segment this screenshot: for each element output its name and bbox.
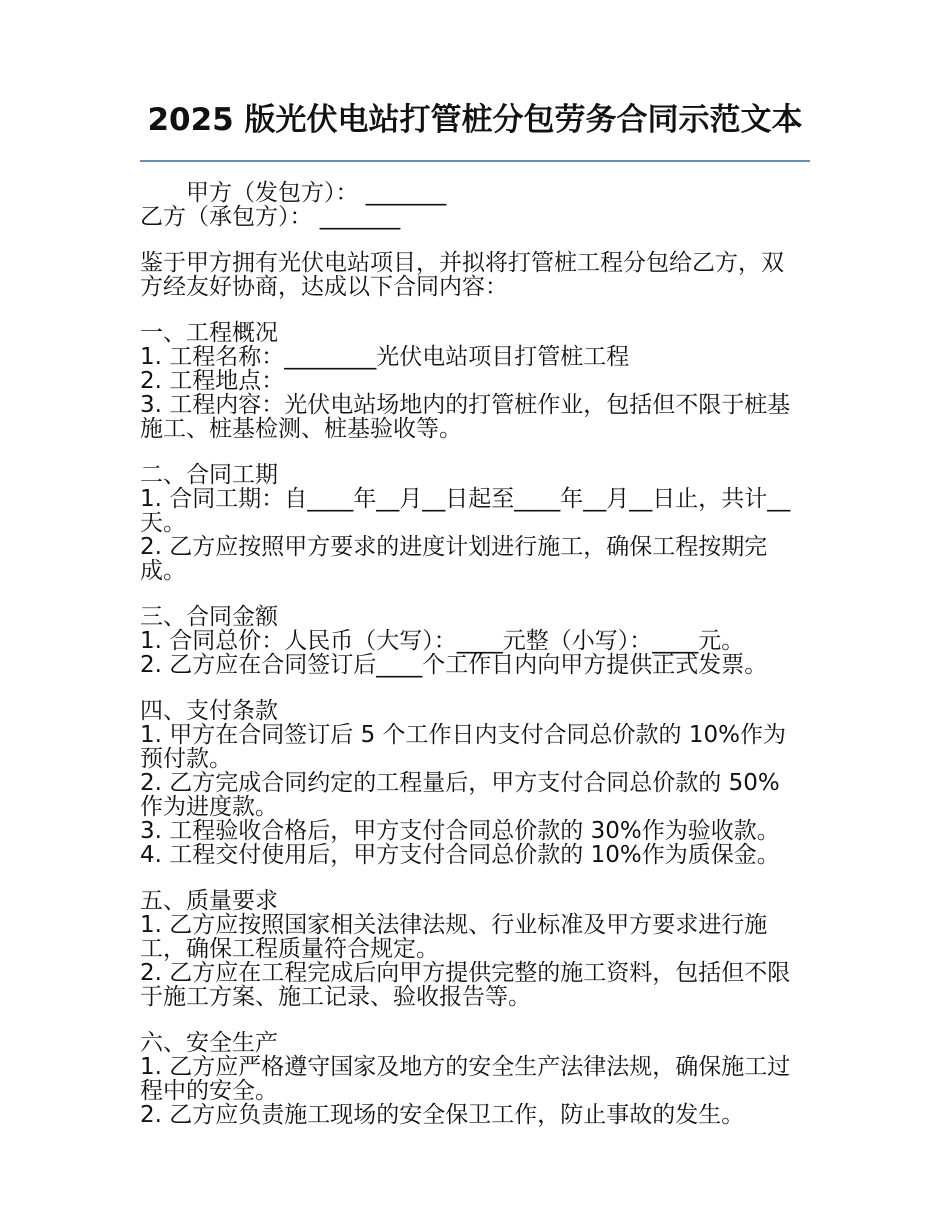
section-overview (140, 321, 802, 441)
section-heading: 五、质量要求 (140, 888, 278, 914)
clause-item: 2. 乙方完成合同约定的工程量后，甲方支付合同总价款的 50%作为进度款。 (140, 770, 780, 820)
party-b-line: 乙方（承包方）： _______ (140, 204, 401, 230)
clause-item: 1. 甲方在合同签订后 5 个工作日内支付合同总价款的 10%作为预付款。 (140, 722, 786, 772)
spacer (140, 867, 802, 889)
section-heading: 二、合同工期 (140, 462, 278, 488)
clause-item: 1. 工程名称：________光伏电站项目打管桩工程 (140, 344, 630, 370)
clause-item: 1. 合同总价：人民币（大写）：____元整（小写）：____元。 (140, 628, 745, 654)
clause-item: 1. 合同工期：自____年__月__日起至____年__月__日止，共计__天。 (140, 486, 791, 536)
spacer (140, 677, 802, 699)
section-heading: 四、支付条款 (140, 698, 278, 724)
clause-item: 3. 工程内容：光伏电站场地内的打管桩作业，包括但不限于桩基施工、桩基检测、桩基验收等。 (140, 392, 791, 442)
title-divider (140, 160, 810, 162)
clause-item: 2. 乙方应在合同签订后____个工作日内向甲方提供正式发票。 (140, 652, 768, 678)
section-safety (140, 1031, 802, 1127)
section-duration (140, 463, 802, 583)
section-heading: 三、合同金额 (140, 604, 278, 630)
preamble-paragraph: 鉴于甲方拥有光伏电站项目，并拟将打管桩工程分包给乙方，双方经友好协商，达成以下合同内容： (140, 250, 784, 300)
section-quality (140, 889, 802, 1009)
document-body (140, 181, 802, 1127)
spacer (140, 1009, 802, 1031)
spacer (140, 441, 802, 463)
party-a-line: 甲方（发包方）： _______ (186, 180, 447, 206)
section-amount (140, 605, 802, 677)
clause-item: 1. 乙方应严格遵守国家及地方的安全生产法律法规，确保施工过程中的安全。 (140, 1054, 791, 1104)
clause-item: 3. 工程验收合格后，甲方支付合同总价款的 30%作为验收款。 (140, 818, 780, 844)
section-payment (140, 699, 802, 867)
clause-item: 2. 乙方应在工程完成后向甲方提供完整的施工资料，包括但不限于施工方案、施工记录、验收报告等。 (140, 960, 791, 1010)
clause-item: 1. 乙方应按照国家相关法律法规、行业标准及甲方要求进行施工，确保工程质量符合规定。 (140, 912, 768, 962)
spacer (140, 229, 802, 251)
clause-item: 2. 乙方应按照甲方要求的进度计划进行施工，确保工程按期完成。 (140, 534, 768, 584)
spacer (140, 583, 802, 605)
section-heading: 一、工程概况 (140, 320, 278, 346)
document-title: 2025 版光伏电站打管桩分包劳务合同示范文本 (147, 102, 803, 138)
clause-item: 2. 工程地点： (140, 368, 285, 394)
clause-item: 4. 工程交付使用后，甲方支付合同总价款的 10%作为质保金。 (140, 842, 780, 868)
section-heading: 六、安全生产 (140, 1030, 278, 1056)
spacer (140, 299, 802, 321)
clause-item: 2. 乙方应负责施工现场的安全保卫工作，防止事故的发生。 (140, 1102, 745, 1128)
